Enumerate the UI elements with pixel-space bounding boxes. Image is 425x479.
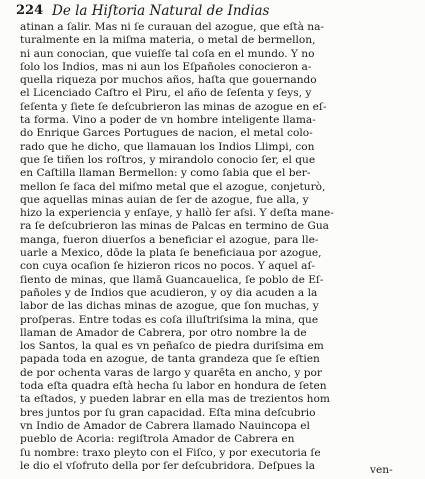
text-line: do Enrique Garces Portugues de nacion, el metal colo- [20,127,313,140]
text-line: vn Indio de Amador de Cabrera llamado Nauincopa el [20,419,310,432]
text-line: labor de las dichas minas de azogue, que ſon muchas, y [20,300,319,313]
text-line: con cuya ocaſion ſe hizieron ricos no pocos. Y aquel aſ- [20,260,315,273]
text-line: bres juntos por ſu gran capacidad. Eſta mina deſcubrio [20,406,316,419]
text-line: llaman de Amador de Cabrera, por otro nombre la de [20,326,307,339]
running-title: De la Hiſtoria Natural de Indias [52,3,270,19]
body-text [20,21,414,473]
text-line: los Santos, la qual es vn peñaſco de piedra duriſsima em [20,340,324,353]
page-number: 224 [16,3,44,18]
text-line: pueblo de Acoria: regiſtrola Amador de Cabrera en [20,433,295,446]
text-line: ſeſenta y ſiete ſe deſcubrieron las minas de azogue en eſ- [20,100,327,113]
text-line: proſperas. Entre todas es coſa illuſtriſsima la mina, que [20,313,319,326]
text-line: que aquellas minas auian de ſer de azogue, fue alla, y [20,193,309,206]
text-line: ta forma. Vino a poder de vn hombre inteligente llama- [20,114,316,127]
text-line: ſiento de minas, que llamā Guancauelica, ſe poblo de Eſ- [20,273,324,286]
text-line: le dio el vſofruto della por ſer deſcubridora. Deſpues la [20,459,316,472]
text-line: en Caſtilla llaman Bermellon: y como ſabia que el ber- [20,167,311,180]
text-line: ta eſtados, y pueden labrar en ella mas de trezientos hom [20,393,330,406]
text-line: ni aun conocian, que vuieſſe tal coſa en el mundo. Y no [20,47,315,60]
text-line: toda eſta quadra eſtà hecha ſu labor en hondura de ſeten [20,380,327,393]
text-line: de por ochenta varas de largo y quarēta en ancho, y por [20,366,322,379]
page-header [16,3,414,21]
text-line: turalmente en la miſma materia, o metal de bermellon, [20,34,316,47]
text-line: manga, fueron diuerſos a beneficiar el azogue, para lle- [20,233,319,246]
text-line: pañoles y de Indios que acudieron, y oy dia acuden a la [20,286,318,299]
catchword: ven- [370,464,393,476]
text-line: ſolo los Indios, mas ni aun los Eſpañoles conocieron a- [20,60,312,73]
text-line: ra ſe deſcubrieron las minas de Palcas en termino de Gua [20,220,329,233]
text-line: uarle a Mexico, dōde la plata ſe beneficiaua por azogue, [20,247,322,260]
text-line: el Licenciado Caſtro el Piru, el año de ſeſenta y ſeys, y [20,87,312,100]
text-line: que ſe tiñen los roſtros, y mirandolo conocio ſer, el que [20,153,316,166]
text-line: hizo la experiencia y enſaye, y hallò ſer aſsi. Y deſta mane- [20,207,334,220]
text-line: mellon ſe ſaca del miſmo metal que el azogue, conjeturò, [20,180,326,193]
text-line: rado que he dicho, que llamauan los Indios Llimpi, con [20,140,315,153]
text-line: quella riqueza por muchos años, haſta que gouernando [20,74,317,87]
text-line: ſu nombre: traxo pleyto con el Fiſco, y por executoria ſe [20,446,321,459]
text-line: atinan a ſalir. Mas ni ſe curauan del azogue, que eſtà na- [20,21,324,33]
text-line: papada toda en azogue, de tanta grandeza que ſe eſtien [20,353,320,366]
